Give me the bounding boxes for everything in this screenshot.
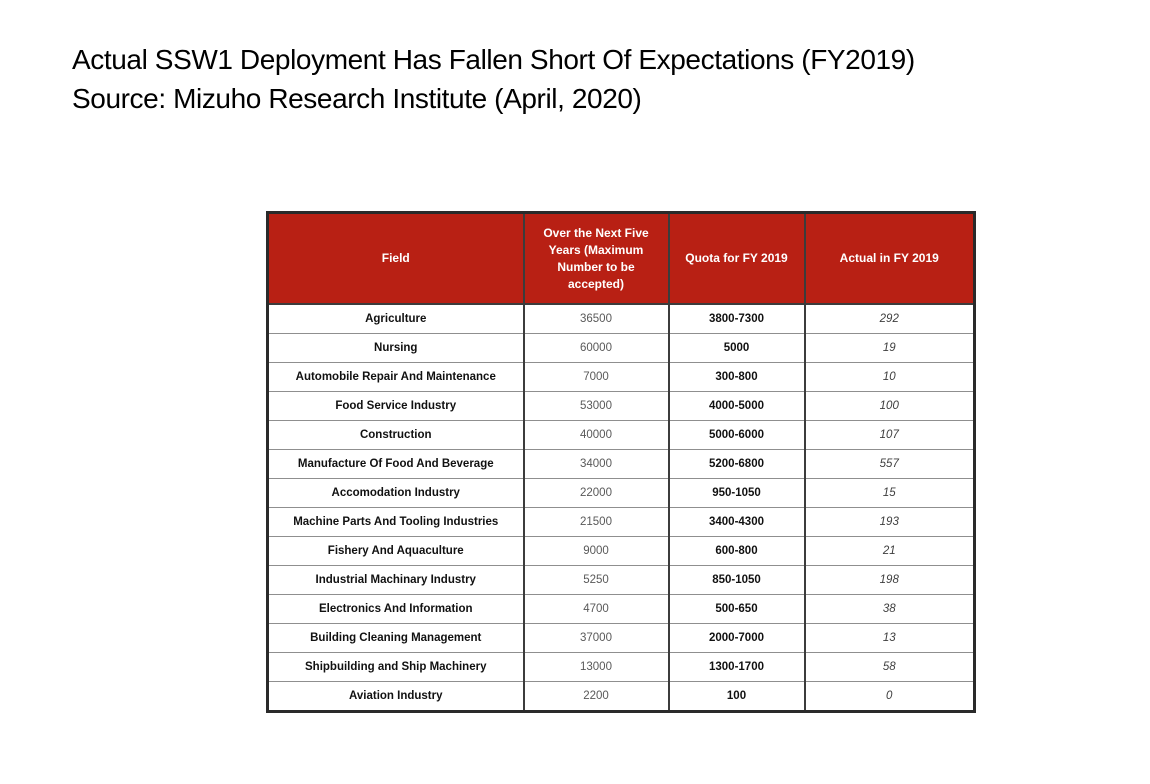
field-cell: Shipbuilding and Ship Machinery <box>268 653 524 682</box>
table-row <box>268 566 975 595</box>
quota-cell: 5000-6000 <box>669 421 805 450</box>
quota-cell: 2000-7000 <box>669 624 805 653</box>
quota-cell: 5000 <box>669 334 805 363</box>
actual-cell: 15 <box>805 479 975 508</box>
quota-cell: 950-1050 <box>669 479 805 508</box>
field-cell: Building Cleaning Management <box>268 624 524 653</box>
max-number-cell: 9000 <box>524 537 669 566</box>
title-line2: Source: Mizuho Research Institute (April, 2020) <box>72 83 642 114</box>
table-row <box>268 624 975 653</box>
quota-cell: 4000-5000 <box>669 392 805 421</box>
quota-cell: 600-800 <box>669 537 805 566</box>
max-number-cell: 5250 <box>524 566 669 595</box>
quota-cell: 850-1050 <box>669 566 805 595</box>
max-number-cell: 22000 <box>524 479 669 508</box>
col-header-actual: Actual in FY 2019 <box>805 213 975 305</box>
actual-cell: 21 <box>805 537 975 566</box>
actual-cell: 19 <box>805 334 975 363</box>
field-cell: Accomodation Industry <box>268 479 524 508</box>
actual-cell: 38 <box>805 595 975 624</box>
col-header-field: Field <box>268 213 524 305</box>
field-cell: Fishery And Aquaculture <box>268 537 524 566</box>
max-number-cell: 7000 <box>524 363 669 392</box>
actual-cell: 0 <box>805 682 975 712</box>
actual-cell: 557 <box>805 450 975 479</box>
field-cell: Food Service Industry <box>268 392 524 421</box>
field-cell: Industrial Machinary Industry <box>268 566 524 595</box>
field-cell: Agriculture <box>268 304 524 334</box>
actual-cell: 58 <box>805 653 975 682</box>
header-row <box>268 213 975 305</box>
table-row <box>268 334 975 363</box>
quota-cell: 300-800 <box>669 363 805 392</box>
field-cell: Manufacture Of Food And Beverage <box>268 450 524 479</box>
deployment-table <box>266 211 976 713</box>
actual-cell: 10 <box>805 363 975 392</box>
quota-cell: 500-650 <box>669 595 805 624</box>
col-header-quota: Quota for FY 2019 <box>669 213 805 305</box>
max-number-cell: 13000 <box>524 653 669 682</box>
quota-cell: 1300-1700 <box>669 653 805 682</box>
quota-cell: 3400-4300 <box>669 508 805 537</box>
table-row <box>268 508 975 537</box>
col-header-max-number: Over the Next Five Years (Maximum Number to be accepted) <box>524 213 669 305</box>
table-row <box>268 479 975 508</box>
max-number-cell: 40000 <box>524 421 669 450</box>
actual-cell: 13 <box>805 624 975 653</box>
max-number-cell: 34000 <box>524 450 669 479</box>
field-cell: Aviation Industry <box>268 682 524 712</box>
table-row <box>268 392 975 421</box>
max-number-cell: 21500 <box>524 508 669 537</box>
max-number-cell: 60000 <box>524 334 669 363</box>
max-number-cell: 2200 <box>524 682 669 712</box>
table-body <box>268 304 975 712</box>
quota-cell: 5200-6800 <box>669 450 805 479</box>
table-row <box>268 304 975 334</box>
title-line1: Actual SSW1 Deployment Has Fallen Short Of Expectations (FY2019) <box>72 44 915 75</box>
page-title <box>72 40 915 118</box>
field-cell: Electronics And Information <box>268 595 524 624</box>
max-number-cell: 36500 <box>524 304 669 334</box>
table-row <box>268 682 975 712</box>
actual-cell: 198 <box>805 566 975 595</box>
actual-cell: 107 <box>805 421 975 450</box>
field-cell: Construction <box>268 421 524 450</box>
table-row <box>268 595 975 624</box>
field-cell: Automobile Repair And Maintenance <box>268 363 524 392</box>
max-number-cell: 4700 <box>524 595 669 624</box>
actual-cell: 100 <box>805 392 975 421</box>
field-cell: Machine Parts And Tooling Industries <box>268 508 524 537</box>
table-row <box>268 363 975 392</box>
table-row <box>268 421 975 450</box>
quota-cell: 3800-7300 <box>669 304 805 334</box>
actual-cell: 292 <box>805 304 975 334</box>
table-row <box>268 537 975 566</box>
max-number-cell: 37000 <box>524 624 669 653</box>
actual-cell: 193 <box>805 508 975 537</box>
table-row <box>268 653 975 682</box>
max-number-cell: 53000 <box>524 392 669 421</box>
table-row <box>268 450 975 479</box>
quota-cell: 100 <box>669 682 805 712</box>
field-cell: Nursing <box>268 334 524 363</box>
